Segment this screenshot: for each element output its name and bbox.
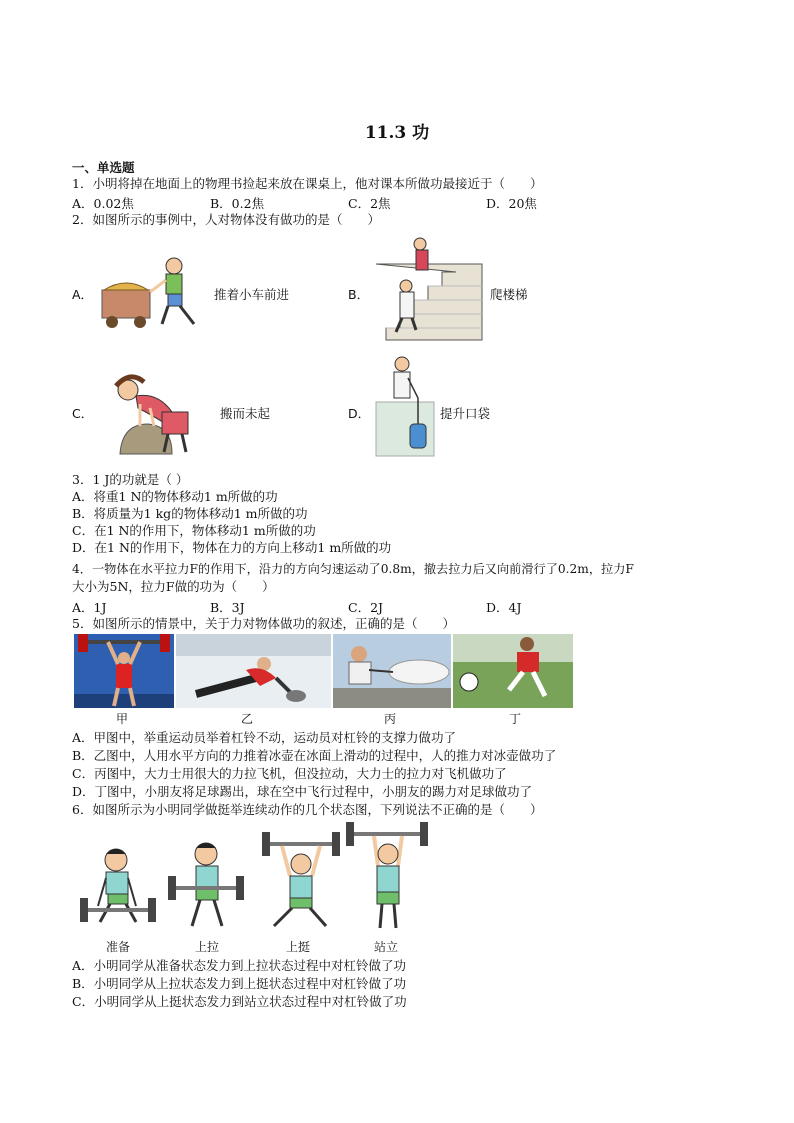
page-title: 11.3 功 [364,123,430,143]
q2-letter-b: B． [348,287,370,302]
q6-caption-2: 上拉 [195,940,220,954]
curling-photo [176,634,331,708]
q2-label-b: 爬楼梯 [490,287,528,302]
pull-plane-photo [333,634,451,708]
q4-option-d: D．4J [486,600,522,615]
q5-caption-4: 丁 [509,712,522,726]
q5-caption-1: 甲 [116,712,129,726]
q4-option-c: C．2J [348,600,384,615]
q3-stem: 3．1 J的功就是（ ） [72,472,189,487]
q6-option-c: C．小明同学从上挺状态发力到站立状态过程中对杠铃做了功 [72,994,407,1009]
q2-label-c: 搬而未起 [220,406,271,421]
q1-option-b: B．0.2焦 [210,196,265,211]
q3-option-c: C．在1 N的作用下，物体移动1 m所做的功 [72,523,316,538]
lift-bag-illustration [374,354,436,458]
lift-rock-illustration [100,368,200,456]
weightlifter-stand-figure [344,820,430,932]
q5-caption-2: 乙 [241,712,254,726]
q3-option-d: D．在1 N的作用下，物体在力的方向上移动1 m所做的功 [72,540,392,555]
q5-option-c: C．丙图中，大力士用很大的力拉飞机，但没拉动，大力士的拉力对飞机做功了 [72,766,507,781]
q4-stem-line1: 4．一物体在水平拉力F的作用下，沿力的方向匀速运动了0.8m，撤去拉力后又向前滑行了0.2m，拉力F [72,562,634,576]
weightlifter-jerk-figure [260,830,342,932]
q2-letter-d: D． [348,406,371,421]
q2-label-d: 提升口袋 [440,406,491,421]
q5-option-d: D．丁图中，小朋友将足球踢出，球在空中飞行过程中，小朋友的踢力对足球做功了 [72,784,533,799]
q1-option-c: C．2焦 [348,196,391,211]
weightlifter-ready-figure [78,822,158,932]
q6-caption-3: 上挺 [286,940,311,954]
climb-stairs-illustration [372,234,487,344]
q3-option-b: B．将质量为1 kg的物体移动1 m所做的功 [72,506,308,521]
q4-options [72,598,632,614]
weightlifter-pull-figure [166,836,246,932]
q5-option-a: A．甲图中，举重运动员举着杠铃不动，运动员对杠铃的支撑力做功了 [72,730,457,745]
q1-option-d: D．20焦 [486,196,537,211]
weightlifter-photo [74,634,174,708]
q1-option-a: A．0.02焦 [72,196,134,211]
q4-stem-line2: 大小为5N，拉力F做的功为（ ） [72,579,275,594]
q2-letter-c: C． [72,406,94,421]
q6-stem: 6．如图所示为小明同学做挺举连续动作的几个状态图，下列说法不正确的是（ ） [72,802,543,817]
soccer-photo [453,634,573,708]
q4-option-b: B．3J [210,600,245,615]
push-cart-illustration [96,252,211,332]
q2-stem: 2．如图所示的事例中，人对物体没有做功的是（ ） [72,212,380,227]
q5-option-b: B．乙图中，人用水平方向的力推着冰壶在冰面上滑动的过程中，人的推力对冰壶做功了 [72,748,557,763]
q5-caption-3: 丙 [384,712,397,726]
section-heading: 一、单选题 [72,160,135,175]
q6-caption-4: 站立 [374,940,399,954]
q5-stem: 5．如图所示的情景中，关于力对物体做功的叙述，正确的是（ ） [72,616,455,631]
q4-option-a: A．1J [72,600,107,615]
q1-stem: 1．小明将掉在地面上的物理书捡起来放在课桌上，他对课本所做功最接近于（ ） [72,176,543,191]
q6-option-a: A．小明同学从准备状态发力到上拉状态过程中对杠铃做了功 [72,958,407,973]
q6-caption-1: 准备 [106,940,131,954]
q1-options [72,194,632,210]
q3-option-a: A．将重1 N的物体移动1 m所做的功 [72,489,278,504]
q6-option-b: B．小明同学从上拉状态发力到上挺状态过程中对杠铃做了功 [72,976,407,991]
q2-label-a: 推着小车前进 [214,287,290,302]
q2-letter-a: A． [72,287,94,302]
